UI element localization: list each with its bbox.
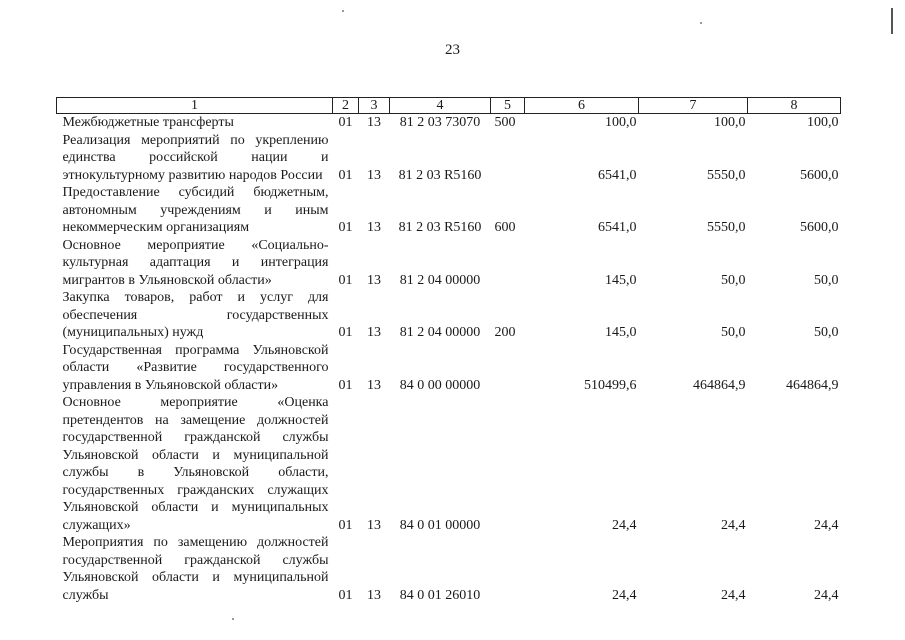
row-amount-col8: 24,4	[814, 517, 839, 533]
row-section: 01	[338, 272, 353, 288]
row-amount-col7: 100,0	[714, 115, 746, 130]
row-name: Реализация мероприятий по укреплению единства российской нации и этнокультурному развитию народов России	[62, 132, 329, 183]
row-target-code: 84 0 00 00000	[399, 377, 481, 393]
row-target-code: 84 0 01 00000	[399, 517, 481, 533]
row-amount-col8: 5600,0	[800, 220, 839, 235]
column-header-5: 5	[491, 98, 525, 114]
row-subsection: 13	[367, 517, 381, 533]
header-row	[57, 98, 841, 114]
row-section: 01	[338, 377, 353, 393]
row-subsection: 13	[367, 587, 381, 603]
row-section: 01	[338, 115, 353, 130]
row-section: 01	[338, 517, 353, 533]
row-subsection: 13	[367, 272, 381, 288]
row-amount-col6: 145,0	[605, 272, 637, 288]
row-amount-col7: 50,0	[721, 325, 746, 340]
row-expense-type: 200	[494, 325, 516, 340]
column-header-3: 3	[359, 98, 390, 114]
row-amount-col7: 464864,9	[693, 377, 746, 393]
column-header-2: 2	[333, 98, 359, 114]
row-section: 01	[338, 325, 353, 340]
row-name: Мероприятия по замещению должностей государственной гражданской службы Ульяновской области и муниципальной службы	[62, 535, 329, 603]
row-name: Межбюджетные трансферты	[62, 115, 234, 130]
row-target-code: 84 0 01 26010	[399, 587, 481, 603]
row-target-code: 81 2 03 R5160	[398, 220, 482, 235]
row-amount-col6: 6541,0	[598, 167, 637, 183]
row-amount-col6: 100,0	[605, 115, 637, 130]
row-expense-type: 500	[494, 115, 516, 130]
row-subsection: 13	[367, 220, 381, 235]
row-subsection: 13	[367, 167, 381, 183]
row-subsection: 13	[367, 325, 381, 340]
row-target-code: 81 2 04 00000	[399, 325, 481, 340]
row-amount-col7: 5550,0	[707, 167, 746, 183]
row-amount-col8: 24,4	[814, 587, 839, 603]
table-row	[57, 132, 841, 185]
table-row	[57, 534, 841, 604]
table-row	[57, 114, 841, 132]
row-amount-col7: 24,4	[721, 517, 746, 533]
budget-table	[56, 97, 841, 604]
table-row	[57, 184, 841, 237]
row-amount-col6: 510499,6	[584, 377, 637, 393]
row-target-code: 81 2 03 73070	[399, 115, 481, 130]
table-row	[57, 342, 841, 395]
scan-speck	[342, 10, 344, 12]
table-row	[57, 394, 841, 534]
row-expense-type	[491, 132, 525, 185]
row-amount-col7: 24,4	[721, 587, 746, 603]
row-amount-col8: 5600,0	[800, 167, 839, 183]
scan-speck	[232, 618, 234, 620]
row-name: Закупка товаров, работ и услуг для обеспечения государственных (муниципальных) нужд	[62, 290, 329, 340]
row-target-code: 81 2 04 00000	[399, 272, 481, 288]
table-row	[57, 289, 841, 342]
scan-edge-mark	[891, 8, 893, 34]
row-name: Государственная программа Ульяновской области «Развитие государственного управления в Ульяновской области»	[62, 342, 329, 393]
row-amount-col8: 50,0	[814, 325, 839, 340]
row-target-code: 81 2 03 R5160	[398, 167, 482, 183]
row-amount-col7: 50,0	[721, 272, 746, 288]
table-row	[57, 237, 841, 290]
row-expense-type	[491, 342, 525, 395]
row-name: Основное мероприятие «Социально-культурная адаптация и интеграция мигрантов в Ульяновской области»	[62, 237, 329, 288]
column-header-8: 8	[748, 98, 841, 114]
row-section: 01	[338, 167, 353, 183]
row-subsection: 13	[367, 115, 381, 130]
row-amount-col6: 145,0	[605, 325, 637, 340]
row-expense-type: 600	[494, 220, 516, 235]
row-expense-type	[491, 237, 525, 290]
row-amount-col8: 464864,9	[786, 377, 839, 393]
row-amount-col6: 6541,0	[598, 220, 637, 235]
row-amount-col6: 24,4	[612, 517, 637, 533]
column-header-1: 1	[57, 98, 333, 114]
row-subsection: 13	[367, 377, 381, 393]
row-amount-col8: 50,0	[814, 272, 839, 288]
page-number: 23	[445, 42, 460, 58]
scan-speck	[700, 22, 702, 24]
row-amount-col6: 24,4	[612, 587, 637, 603]
row-name: Предоставление субсидий бюджетным, автономным учреждениям и иным некоммерческим организациям	[62, 185, 329, 235]
column-header-6: 6	[525, 98, 639, 114]
row-section: 01	[338, 587, 353, 603]
row-section: 01	[338, 220, 353, 235]
column-header-7: 7	[639, 98, 748, 114]
row-amount-col7: 5550,0	[707, 220, 746, 235]
row-amount-col8: 100,0	[807, 115, 839, 130]
row-name: Основное мероприятие «Оценка претендентов на замещение должностей государственной гражданской службы Ульяновской области и муниципальной службы в Ульяновской области, государственных гражданских служащих Ульяновской области и муниципальных служащих»	[62, 395, 329, 533]
column-header-4: 4	[390, 98, 491, 114]
row-expense-type	[491, 394, 525, 534]
row-expense-type	[491, 534, 525, 604]
